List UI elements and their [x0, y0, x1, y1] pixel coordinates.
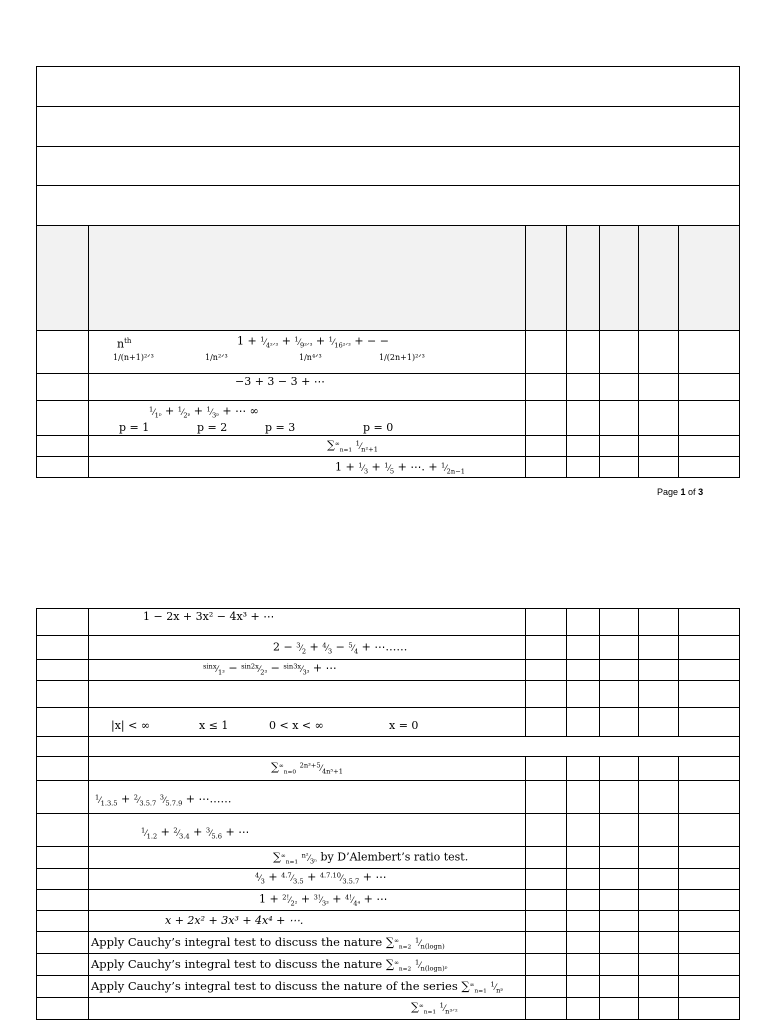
question-row-5	[37, 457, 740, 478]
header-row-2	[37, 107, 740, 147]
question-row	[37, 976, 740, 998]
question-row	[37, 660, 740, 681]
question-row	[37, 954, 740, 976]
option-c: 1/n⁴ᐟ³	[299, 353, 322, 362]
question-row	[37, 814, 740, 847]
series-expression: $1 + ^{2!}⁄_{2^2}$ + $^{3!}⁄_{3^3}$ + $^{4!}⁄_{4^4}$ + ⋯	[259, 892, 388, 908]
question-row	[37, 636, 740, 660]
series-expression: $^1⁄_{1.2}$ + $^2⁄_{3.4}$ + $^3⁄_{5.6}$ + ⋯	[141, 825, 250, 841]
section-row	[37, 737, 740, 757]
question-row	[37, 932, 740, 954]
question-text: by D’Alembert’s ratio test.	[320, 850, 469, 864]
question-row	[37, 681, 740, 708]
question-row	[37, 998, 740, 1020]
series-expression: −3 + 3 − 3 + ⋯	[235, 375, 325, 388]
question-row	[37, 609, 740, 636]
option-c: 0 < x < ∞	[269, 719, 324, 732]
question-cell	[89, 331, 526, 373]
series-expression: $\sum^\infty_{n=1}$ $^{n^2}⁄_{3^n}$ by D’Alembert’s ratio test.	[273, 850, 469, 866]
series-expression: $^1⁄_{1ᵖ}$ + $^1⁄_{2ᵖ}$ + $^1⁄_{3ᵖ}$ + ⋯ ∞	[149, 404, 259, 420]
page2-table	[36, 608, 740, 1020]
column-header-row	[37, 226, 740, 331]
option-c: p = 3	[265, 421, 296, 434]
option-d: 1/(2n+1)²ᐟ³	[379, 353, 425, 362]
series-expression: $\sum^\infty_{n=1}$ $^1⁄_{n^2+1}$	[327, 438, 378, 454]
series-expression: $1 + ^1⁄_{4^2ᐟ^3}$ + $^1⁄_{9^2ᐟ^3}$ + $^1⁄_{16^2ᐟ^3}$ + − −	[237, 334, 389, 350]
page1-table	[36, 66, 740, 478]
series-expression: $\sum^\infty_{n=0}$ $^{2n^3+5}⁄_{4n^5+1}$	[271, 760, 343, 776]
nth-term-label: $n^{th}$	[117, 337, 132, 351]
series-expression: $^{sinx}⁄_{1^3}$ − $^{sin2x}⁄_{2^3}$ − $^{sin3x}⁄_{3^3}$ + ⋯	[203, 661, 337, 677]
page-number: Page 1 of 3	[657, 487, 704, 497]
question-text: Apply Cauchy’s integral test to discuss the nature of the series $\sum^\infty_{n=1}$ $^1⁄_{nᵖ}$	[91, 979, 504, 995]
question-text: Apply Cauchy’s integral test to discuss the nature $\sum^\infty_{n=2}$ $^1⁄_{n(logn)}$	[91, 935, 445, 951]
question-row-1	[37, 331, 740, 374]
question-row	[37, 781, 740, 814]
series-expression: 1 − 2x + 3x² − 4x³ + ⋯	[143, 610, 275, 623]
series-expression: $^1⁄_{1.3.5}$ + $^2⁄_{3.5.7}$ $^3⁄_{5.7.9}$ + ⋯……	[95, 792, 232, 808]
option-d: x = 0	[389, 719, 419, 732]
option-a: |x| < ∞	[111, 719, 150, 732]
option-b: 1/n²ᐟ³	[205, 353, 228, 362]
option-d: p = 0	[363, 421, 394, 434]
series-expression: x + 2x² + 3x³ + 4x⁴ + ⋯.	[165, 914, 304, 927]
option-b: p = 2	[197, 421, 228, 434]
series-expression: $1 + ^1⁄_3$ + $^1⁄_5$ + ⋯. + $^1⁄_{2n-1}$	[335, 460, 465, 476]
question-row	[37, 890, 740, 911]
header-row-3	[37, 147, 740, 186]
series-expression: $\sum^\infty_{n=1}$ $^1⁄_{n^3ᐟ^2}$	[411, 1000, 458, 1016]
question-row	[37, 911, 740, 932]
question-text: Apply Cauchy’s integral test to discuss the nature $\sum^\infty_{n=2}$ $^1⁄_{n(logn)ᵖ}$	[91, 957, 448, 973]
header-row-4	[37, 186, 740, 226]
series-expression: $^4⁄_3$ + $^{4.7}⁄_{3.5}$ + $^{4.7.10}⁄_{3.5.7}$ + ⋯	[255, 870, 387, 886]
option-a: 1/(n+1)²ᐟ³	[113, 353, 154, 362]
question-row	[37, 757, 740, 781]
question-row	[37, 847, 740, 869]
series-expression: $2 - ^3⁄_2$ + $^4⁄_3$ − $^5⁄_4$ + ⋯……	[273, 640, 408, 656]
question-row-2	[37, 374, 740, 401]
question-row-4	[37, 436, 740, 457]
option-a: p = 1	[119, 421, 150, 434]
header-row-1	[37, 67, 740, 107]
question-row-3	[37, 401, 740, 436]
question-row	[37, 869, 740, 890]
option-b: x ≤ 1	[199, 719, 229, 732]
options-row	[37, 708, 740, 737]
